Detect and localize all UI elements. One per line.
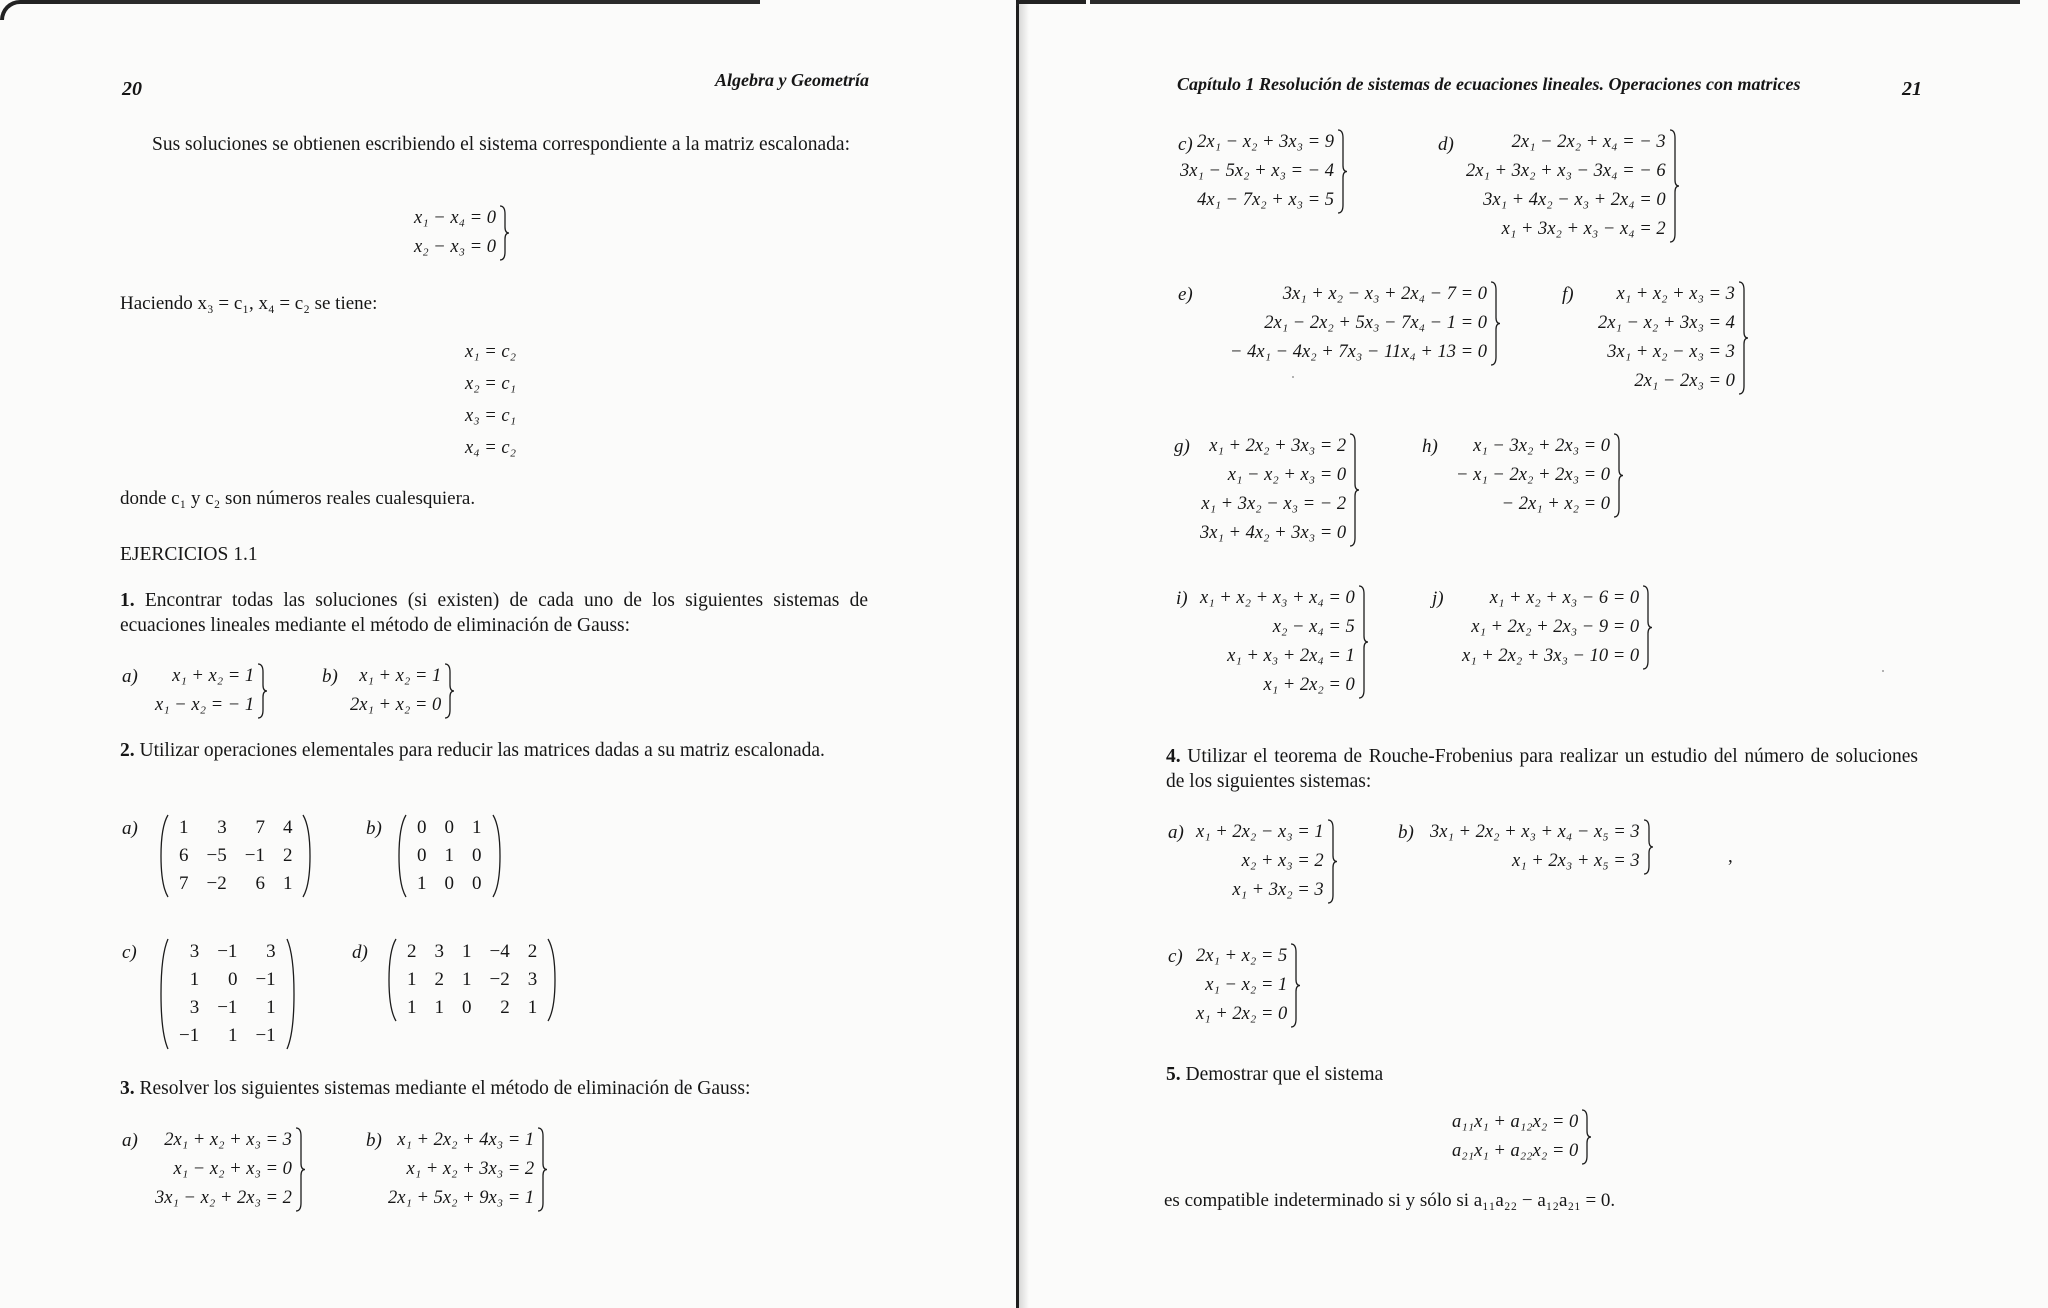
scan-speck bbox=[1292, 376, 1294, 378]
system-4a bbox=[1196, 818, 1338, 905]
equation-line: x₁ + 3x₂ − x₃ = − 2 bbox=[1201, 494, 1347, 514]
exercise-text: Resolver los siguientes sistemas mediante el método de eliminación de Gauss: bbox=[139, 1078, 751, 1099]
exercise-2-statement bbox=[120, 738, 868, 763]
equation-line: 3x₁ + x₂ − x₃ = 3 bbox=[1607, 342, 1735, 362]
substitution-text: Haciendo x₃ = c₁, x₄ = c₂ se tiene: bbox=[120, 293, 378, 314]
equation-line: x₃ = c₁ bbox=[465, 406, 517, 426]
matrix-entry: 1 bbox=[444, 845, 454, 866]
exercise-number: 3. bbox=[120, 1078, 135, 1099]
matrix-entry: −1 bbox=[255, 1025, 276, 1046]
matrix-entry: 1 bbox=[417, 873, 427, 894]
equation-column bbox=[1456, 432, 1610, 519]
equation-line: 2x₁ − 2x₃ = 0 bbox=[1634, 371, 1735, 391]
gutter-top-edge bbox=[1016, 0, 1086, 6]
system-3h bbox=[1456, 432, 1624, 519]
matrix-entry: 3 bbox=[266, 941, 276, 962]
solution-list bbox=[465, 336, 516, 464]
equation-line: x₁ + x₂ + x₃ − 6 = 0 bbox=[1489, 588, 1640, 608]
matrix-entry: 0 bbox=[472, 873, 482, 894]
equation-column bbox=[1196, 942, 1287, 1029]
equation-column bbox=[1230, 280, 1487, 367]
matrix-row bbox=[170, 1022, 285, 1050]
matrix-row bbox=[170, 966, 285, 994]
exercise-text: Demostrar que el sistema bbox=[1185, 1064, 1384, 1085]
equation-line: x₁ + 2x₂ − x₃ = 1 bbox=[1196, 822, 1324, 842]
matrix-2b bbox=[398, 814, 501, 898]
matrix-entry: 6 bbox=[179, 845, 189, 866]
matrix-entry: 2 bbox=[434, 969, 444, 990]
equation-line: 2x₁ + x₂ = 5 bbox=[1196, 946, 1288, 966]
brace-icon bbox=[1336, 128, 1348, 215]
equation-column bbox=[1200, 584, 1355, 700]
matrix-entry: 1 bbox=[179, 817, 189, 838]
brace-icon bbox=[1357, 584, 1369, 700]
matrix-entry: 1 bbox=[407, 969, 417, 990]
item-label: a) bbox=[122, 666, 138, 687]
item-label: b) bbox=[366, 818, 382, 839]
exercise-text: Encontrar todas las soluciones (si existen) de cada uno de los siguientes sistemas de ecuaciones lineales mediante el método de eliminación de Gauss: bbox=[120, 590, 869, 636]
matrix-entry: −2 bbox=[206, 873, 227, 894]
equation-column bbox=[155, 662, 254, 720]
right-paren-icon bbox=[285, 938, 295, 1050]
item-label: c) bbox=[1178, 134, 1193, 155]
item-label: h) bbox=[1422, 436, 1438, 457]
brace-icon bbox=[1489, 280, 1501, 367]
exercise-5-statement bbox=[1166, 1064, 1383, 1086]
equation-line: 2x₁ − x₂ + 3x₃ = 9 bbox=[1197, 132, 1334, 152]
equation-column bbox=[350, 662, 441, 720]
system-4b bbox=[1430, 818, 1654, 876]
matrix-entry: 3 bbox=[527, 969, 538, 990]
gutter-shadow bbox=[1019, 0, 1029, 1308]
equation-line: x₁ + 3x₂ + x₃ − x₄ = 2 bbox=[1501, 219, 1666, 239]
system-3a bbox=[155, 1126, 306, 1213]
matrix-row bbox=[170, 814, 301, 842]
exercise-number: 2. bbox=[120, 740, 135, 761]
equation-line: 2x₁ + x₂ = 0 bbox=[350, 695, 442, 715]
item-label: j) bbox=[1432, 588, 1444, 609]
matrix-row bbox=[170, 842, 301, 870]
brace-icon bbox=[443, 662, 455, 720]
matrix-entry: 1 bbox=[266, 997, 276, 1018]
equation-line: x₁ − x₂ + x₃ = 0 bbox=[173, 1159, 292, 1179]
matrix-row bbox=[408, 814, 491, 842]
brace-icon bbox=[256, 662, 268, 720]
equation-line: 2x₁ + 3x₂ + x₃ − 3x₄ = − 6 bbox=[1466, 161, 1666, 181]
exercise-5-conclusion: es compatible indeterminado si y sólo si a₁₁a₂₂ − a₁₂a₂₁ = 0. bbox=[1164, 1190, 1616, 1211]
equation-line: 3x₁ + 2x₂ + x₃ + x₄ − x₅ = 3 bbox=[1430, 822, 1640, 842]
matrix-entry: 0 bbox=[462, 997, 472, 1018]
equation-column bbox=[1598, 280, 1735, 396]
matrix-entry: 2 bbox=[407, 941, 417, 962]
matrix-entry: −4 bbox=[489, 941, 510, 962]
item-label: d) bbox=[1438, 134, 1454, 155]
matrix-entries bbox=[408, 814, 491, 898]
matrix-entry: 4 bbox=[282, 817, 293, 838]
equation-line: 3x₁ + 4x₂ + 3x₃ = 0 bbox=[1200, 523, 1347, 543]
matrix-row bbox=[170, 994, 285, 1022]
matrix-entry: 2 bbox=[527, 941, 538, 962]
page-edge-right bbox=[1090, 0, 2020, 4]
system-3i bbox=[1200, 584, 1369, 700]
exercise-number: 1. bbox=[120, 590, 135, 611]
matrix-entry: 0 bbox=[227, 969, 238, 990]
system-1a bbox=[155, 662, 268, 720]
left-paren-icon bbox=[160, 938, 170, 1050]
equation-line: x₄ = c₂ bbox=[465, 438, 517, 458]
matrix-row bbox=[398, 938, 546, 966]
equation-line: x₂ − x₃ = 0 bbox=[414, 237, 497, 257]
equation-line: 4x₁ − 7x₂ + x₃ = 5 bbox=[1197, 190, 1334, 210]
exercise-3-statement bbox=[120, 1076, 868, 1101]
trailing-comma: , bbox=[1728, 846, 1733, 867]
matrix-entry: 1 bbox=[472, 817, 482, 838]
item-label: i) bbox=[1176, 588, 1188, 609]
matrix-entries bbox=[170, 814, 301, 898]
matrix-entry: 7 bbox=[179, 873, 189, 894]
equation-line: x₁ + 2x₃ + x₅ = 3 bbox=[1512, 851, 1640, 871]
page-corner bbox=[0, 0, 60, 20]
right-paren-icon bbox=[546, 938, 556, 1022]
item-label: a) bbox=[1168, 822, 1184, 843]
equation-line: x₁ + x₂ + 3x₃ = 2 bbox=[406, 1159, 535, 1179]
exercises-heading: EJERCICIOS 1.1 bbox=[120, 544, 258, 565]
left-paren-icon bbox=[388, 938, 398, 1022]
brace-icon bbox=[294, 1126, 306, 1213]
equation-column bbox=[1180, 128, 1334, 215]
matrix-entry: −5 bbox=[206, 845, 227, 866]
equation-line: 2x₁ − 2x₂ + 5x₃ − 7x₄ − 1 = 0 bbox=[1264, 313, 1487, 333]
equation-line: x₁ + 2x₂ + 2x₃ − 9 = 0 bbox=[1471, 617, 1640, 637]
brace-icon bbox=[1289, 942, 1301, 1029]
equation-column bbox=[1430, 818, 1640, 876]
matrix-entry: 1 bbox=[189, 969, 200, 990]
system-3f bbox=[1598, 280, 1749, 396]
matrix-entry: −1 bbox=[217, 941, 238, 962]
matrix-entry: 6 bbox=[255, 873, 265, 894]
solution-column bbox=[465, 336, 516, 464]
equation-line: 2x₁ + 5x₂ + 9x₃ = 1 bbox=[388, 1188, 535, 1208]
system-3e bbox=[1230, 280, 1501, 367]
matrix-entry: 3 bbox=[217, 817, 227, 838]
brace-icon bbox=[1348, 432, 1360, 548]
right-paren-icon bbox=[301, 814, 311, 898]
matrix-entry: −1 bbox=[217, 997, 238, 1018]
equation-line: x₁ + x₂ + x₃ + x₄ = 0 bbox=[1200, 588, 1355, 608]
matrix-entry: 3 bbox=[434, 941, 444, 962]
reals-text: donde c₁ y c₂ son números reales cualesquiera. bbox=[120, 488, 476, 509]
matrix-entry: 3 bbox=[189, 941, 200, 962]
brace-icon bbox=[1641, 584, 1653, 671]
matrix-row bbox=[398, 994, 546, 1022]
equation-line: 3x₁ − x₂ + 2x₃ = 2 bbox=[155, 1188, 292, 1208]
brace-icon bbox=[1668, 128, 1680, 244]
equation-line: x₁ + x₃ + 2x₄ = 1 bbox=[1227, 646, 1355, 666]
equation-line: − 4x₁ − 4x₂ + 7x₃ − 11x₄ + 13 = 0 bbox=[1230, 342, 1487, 362]
equation-line: x₁ − x₂ + x₃ = 0 bbox=[1227, 465, 1347, 485]
equation-line: 2x₁ − x₂ + 3x₃ = 4 bbox=[1598, 313, 1735, 333]
page-number-right: 21 bbox=[1902, 78, 1922, 100]
brace-icon bbox=[1642, 818, 1654, 876]
matrix-entry: 1 bbox=[527, 997, 538, 1018]
equation-column bbox=[414, 204, 496, 262]
matrix-row bbox=[408, 842, 491, 870]
matrix-2a bbox=[160, 814, 311, 898]
matrix-entry: −2 bbox=[489, 969, 510, 990]
matrix-row bbox=[398, 966, 546, 994]
equation-line: x₁ + 3x₂ = 3 bbox=[1232, 880, 1324, 900]
matrix-2c bbox=[160, 938, 295, 1050]
exercise-text: Utilizar el teorema de Rouche-Frobenius para realizar un estudio del número de soluciones de los siguientes sistemas: bbox=[1166, 746, 1918, 792]
equation-column bbox=[1466, 128, 1666, 244]
matrix-entry: 1 bbox=[282, 873, 293, 894]
item-label: g) bbox=[1174, 436, 1190, 457]
echelon-system bbox=[414, 204, 510, 262]
matrix-entry: 7 bbox=[255, 817, 265, 838]
equation-line: x₁ = c₂ bbox=[465, 342, 517, 362]
equation-line: x₁ − x₂ = − 1 bbox=[155, 695, 255, 715]
equation-line: x₁ + x₂ = 1 bbox=[359, 666, 442, 686]
equation-line: 3x₁ + x₂ − x₃ + 2x₄ − 7 = 0 bbox=[1282, 284, 1487, 304]
equation-line: x₁ + 2x₂ = 0 bbox=[1196, 1004, 1288, 1024]
equation-line: x₂ − x₄ = 5 bbox=[1272, 617, 1355, 637]
equation-line: a₂₁x₁ + a₂₂x₂ = 0 bbox=[1452, 1141, 1579, 1161]
matrix-row bbox=[170, 870, 301, 898]
item-label: f) bbox=[1562, 284, 1574, 305]
matrix-entry: 1 bbox=[434, 997, 444, 1018]
scan-speck bbox=[1882, 670, 1884, 672]
matrix-row bbox=[170, 938, 285, 966]
equation-line: x₂ = c₁ bbox=[465, 374, 517, 394]
brace-icon bbox=[1737, 280, 1749, 396]
system-3g bbox=[1200, 432, 1360, 548]
exercise-number: 4. bbox=[1166, 746, 1181, 767]
brace-icon bbox=[1326, 818, 1338, 905]
page-edge-left bbox=[60, 0, 760, 4]
item-label: a) bbox=[122, 818, 138, 839]
matrix-entry: 0 bbox=[472, 845, 482, 866]
system-3j bbox=[1462, 584, 1653, 671]
equation-line: 2x₁ − 2x₂ + x₄ = − 3 bbox=[1511, 132, 1666, 152]
equation-line: x₁ − 3x₂ + 2x₃ = 0 bbox=[1473, 436, 1610, 456]
matrix-entry: −1 bbox=[179, 1025, 200, 1046]
matrix-entry: 1 bbox=[227, 1025, 238, 1046]
equation-line: 3x₁ − 5x₂ + x₃ = − 4 bbox=[1180, 161, 1334, 181]
matrix-entry: 0 bbox=[417, 817, 427, 838]
equation-line: x₂ + x₃ = 2 bbox=[1241, 851, 1324, 871]
equation-line: x₁ + x₂ + x₃ = 3 bbox=[1616, 284, 1735, 304]
equation-line: x₁ + 2x₂ + 4x₃ = 1 bbox=[397, 1130, 535, 1150]
matrix-entry: 2 bbox=[500, 997, 510, 1018]
system-5 bbox=[1452, 1108, 1592, 1166]
item-label: d) bbox=[352, 942, 368, 963]
equation-line: x₁ + 2x₂ = 0 bbox=[1263, 675, 1355, 695]
system-3b bbox=[388, 1126, 548, 1213]
equation-column bbox=[388, 1126, 534, 1213]
brace-icon bbox=[1612, 432, 1624, 519]
matrix-entries bbox=[398, 938, 546, 1022]
left-paren-icon bbox=[398, 814, 408, 898]
equation-line: 2x₁ + x₂ + x₃ = 3 bbox=[164, 1130, 292, 1150]
matrix-entry: 1 bbox=[462, 941, 472, 962]
system-1b bbox=[350, 662, 455, 720]
brace-icon bbox=[1580, 1108, 1592, 1166]
equation-column bbox=[155, 1126, 292, 1213]
matrix-entry: 0 bbox=[444, 817, 454, 838]
equation-column bbox=[1462, 584, 1639, 671]
item-label: e) bbox=[1178, 284, 1193, 305]
running-head-right: Capítulo 1 Resolución de sistemas de ecuaciones lineales. Operaciones con matrices bbox=[1177, 74, 1801, 94]
exercise-number: 5. bbox=[1166, 1064, 1181, 1085]
matrix-entry: 0 bbox=[444, 873, 454, 894]
brace-icon bbox=[498, 204, 510, 262]
matrix-entry: 1 bbox=[407, 997, 417, 1018]
item-label: b) bbox=[322, 666, 338, 687]
system-3d bbox=[1466, 128, 1680, 244]
equation-line: x₁ + 2x₂ + 3x₃ − 10 = 0 bbox=[1462, 646, 1640, 666]
matrix-entry: 0 bbox=[417, 845, 427, 866]
system-4c bbox=[1196, 942, 1301, 1029]
item-label: c) bbox=[122, 942, 137, 963]
matrix-entry: 1 bbox=[462, 969, 472, 990]
matrix-row bbox=[408, 870, 491, 898]
equation-column bbox=[1200, 432, 1346, 548]
equation-line: x₁ + x₂ = 1 bbox=[172, 666, 255, 686]
matrix-2d bbox=[388, 938, 556, 1022]
equation-line: 3x₁ + 4x₂ − x₃ + 2x₄ = 0 bbox=[1483, 190, 1666, 210]
equation-column bbox=[1452, 1108, 1578, 1166]
matrix-entry: 3 bbox=[189, 997, 200, 1018]
equation-line: x₁ − x₂ = 1 bbox=[1205, 975, 1288, 995]
matrix-entry: −1 bbox=[244, 845, 265, 866]
equation-line: x₁ − x₄ = 0 bbox=[414, 208, 497, 228]
matrix-entries bbox=[170, 938, 285, 1050]
system-3c bbox=[1180, 128, 1348, 215]
matrix-entry: −1 bbox=[255, 969, 276, 990]
equation-line: a₁₁x₁ + a₁₂x₂ = 0 bbox=[1452, 1112, 1579, 1132]
equation-column bbox=[1196, 818, 1324, 905]
item-label: b) bbox=[1398, 822, 1414, 843]
matrix-entry: 2 bbox=[282, 845, 293, 866]
equation-line: − x₁ − 2x₂ + 2x₃ = 0 bbox=[1456, 465, 1610, 485]
running-head-left: Algebra y Geometría bbox=[715, 70, 869, 90]
equation-line: x₁ + 2x₂ + 3x₃ = 2 bbox=[1209, 436, 1347, 456]
brace-icon bbox=[536, 1126, 548, 1213]
intro-paragraph: Sus soluciones se obtienen escribiendo el sistema correspondiente a la matriz escalonada: bbox=[152, 134, 850, 155]
item-label: c) bbox=[1168, 946, 1183, 967]
exercise-text: Utilizar operaciones elementales para reducir las matrices dadas a su matriz escalonada. bbox=[139, 740, 825, 761]
page-number-left: 20 bbox=[122, 78, 142, 100]
exercise-1-statement bbox=[120, 588, 868, 638]
equation-line: − 2x₁ + x₂ = 0 bbox=[1501, 494, 1610, 514]
item-label: b) bbox=[366, 1130, 382, 1151]
left-paren-icon bbox=[160, 814, 170, 898]
right-paren-icon bbox=[491, 814, 501, 898]
item-label: a) bbox=[122, 1130, 138, 1151]
exercise-4-statement bbox=[1166, 744, 1918, 794]
